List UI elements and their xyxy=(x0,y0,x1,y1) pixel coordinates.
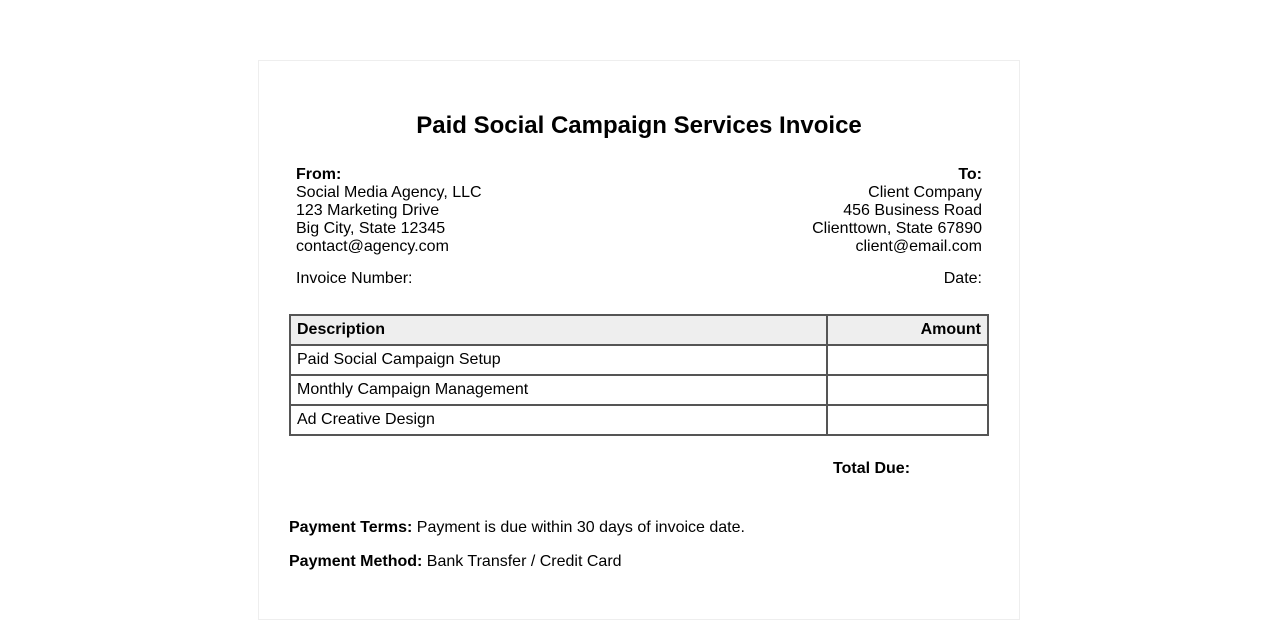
table-row xyxy=(290,345,988,375)
from-line: Big City, State 12345 xyxy=(296,220,446,237)
to-line: Client Company xyxy=(868,184,982,201)
from-block xyxy=(296,166,482,256)
payment-terms-text: Payment is due within 30 days of invoice date. xyxy=(416,519,745,536)
payment-method xyxy=(289,553,622,571)
to-line: client@email.com xyxy=(855,238,982,255)
row-description: Ad Creative Design xyxy=(290,405,827,435)
line-items-table xyxy=(289,314,989,436)
from-label: From: xyxy=(296,166,342,183)
payment-terms xyxy=(289,519,745,537)
invoice-number: Invoice Number: xyxy=(296,270,413,287)
invoice-date: Date: xyxy=(943,270,982,287)
header-amount: Amount xyxy=(827,315,988,345)
table-row xyxy=(290,375,988,405)
row-description: Paid Social Campaign Setup xyxy=(290,345,827,375)
table-header xyxy=(290,315,988,345)
invoice-page xyxy=(258,60,1020,620)
table-row xyxy=(290,405,988,435)
payment-terms-label: Payment Terms: xyxy=(289,519,413,536)
total-due: Total Due: xyxy=(833,460,911,477)
row-amount xyxy=(827,375,988,405)
invoice-title: Paid Social Campaign Services Invoice xyxy=(416,112,862,139)
payment-method-text: Bank Transfer / Credit Card xyxy=(426,553,622,570)
to-line: 456 Business Road xyxy=(843,202,982,219)
to-line: Clienttown, State 67890 xyxy=(812,220,982,237)
payment-method-label: Payment Method: xyxy=(289,553,423,570)
row-description: Monthly Campaign Management xyxy=(290,375,827,405)
from-line: contact@agency.com xyxy=(296,238,449,255)
row-amount xyxy=(827,405,988,435)
to-label: To: xyxy=(958,166,982,183)
to-block xyxy=(812,166,982,256)
header-description: Description xyxy=(290,315,827,345)
from-line: 123 Marketing Drive xyxy=(296,202,440,219)
from-line: Social Media Agency, LLC xyxy=(296,184,482,201)
row-amount xyxy=(827,345,988,375)
